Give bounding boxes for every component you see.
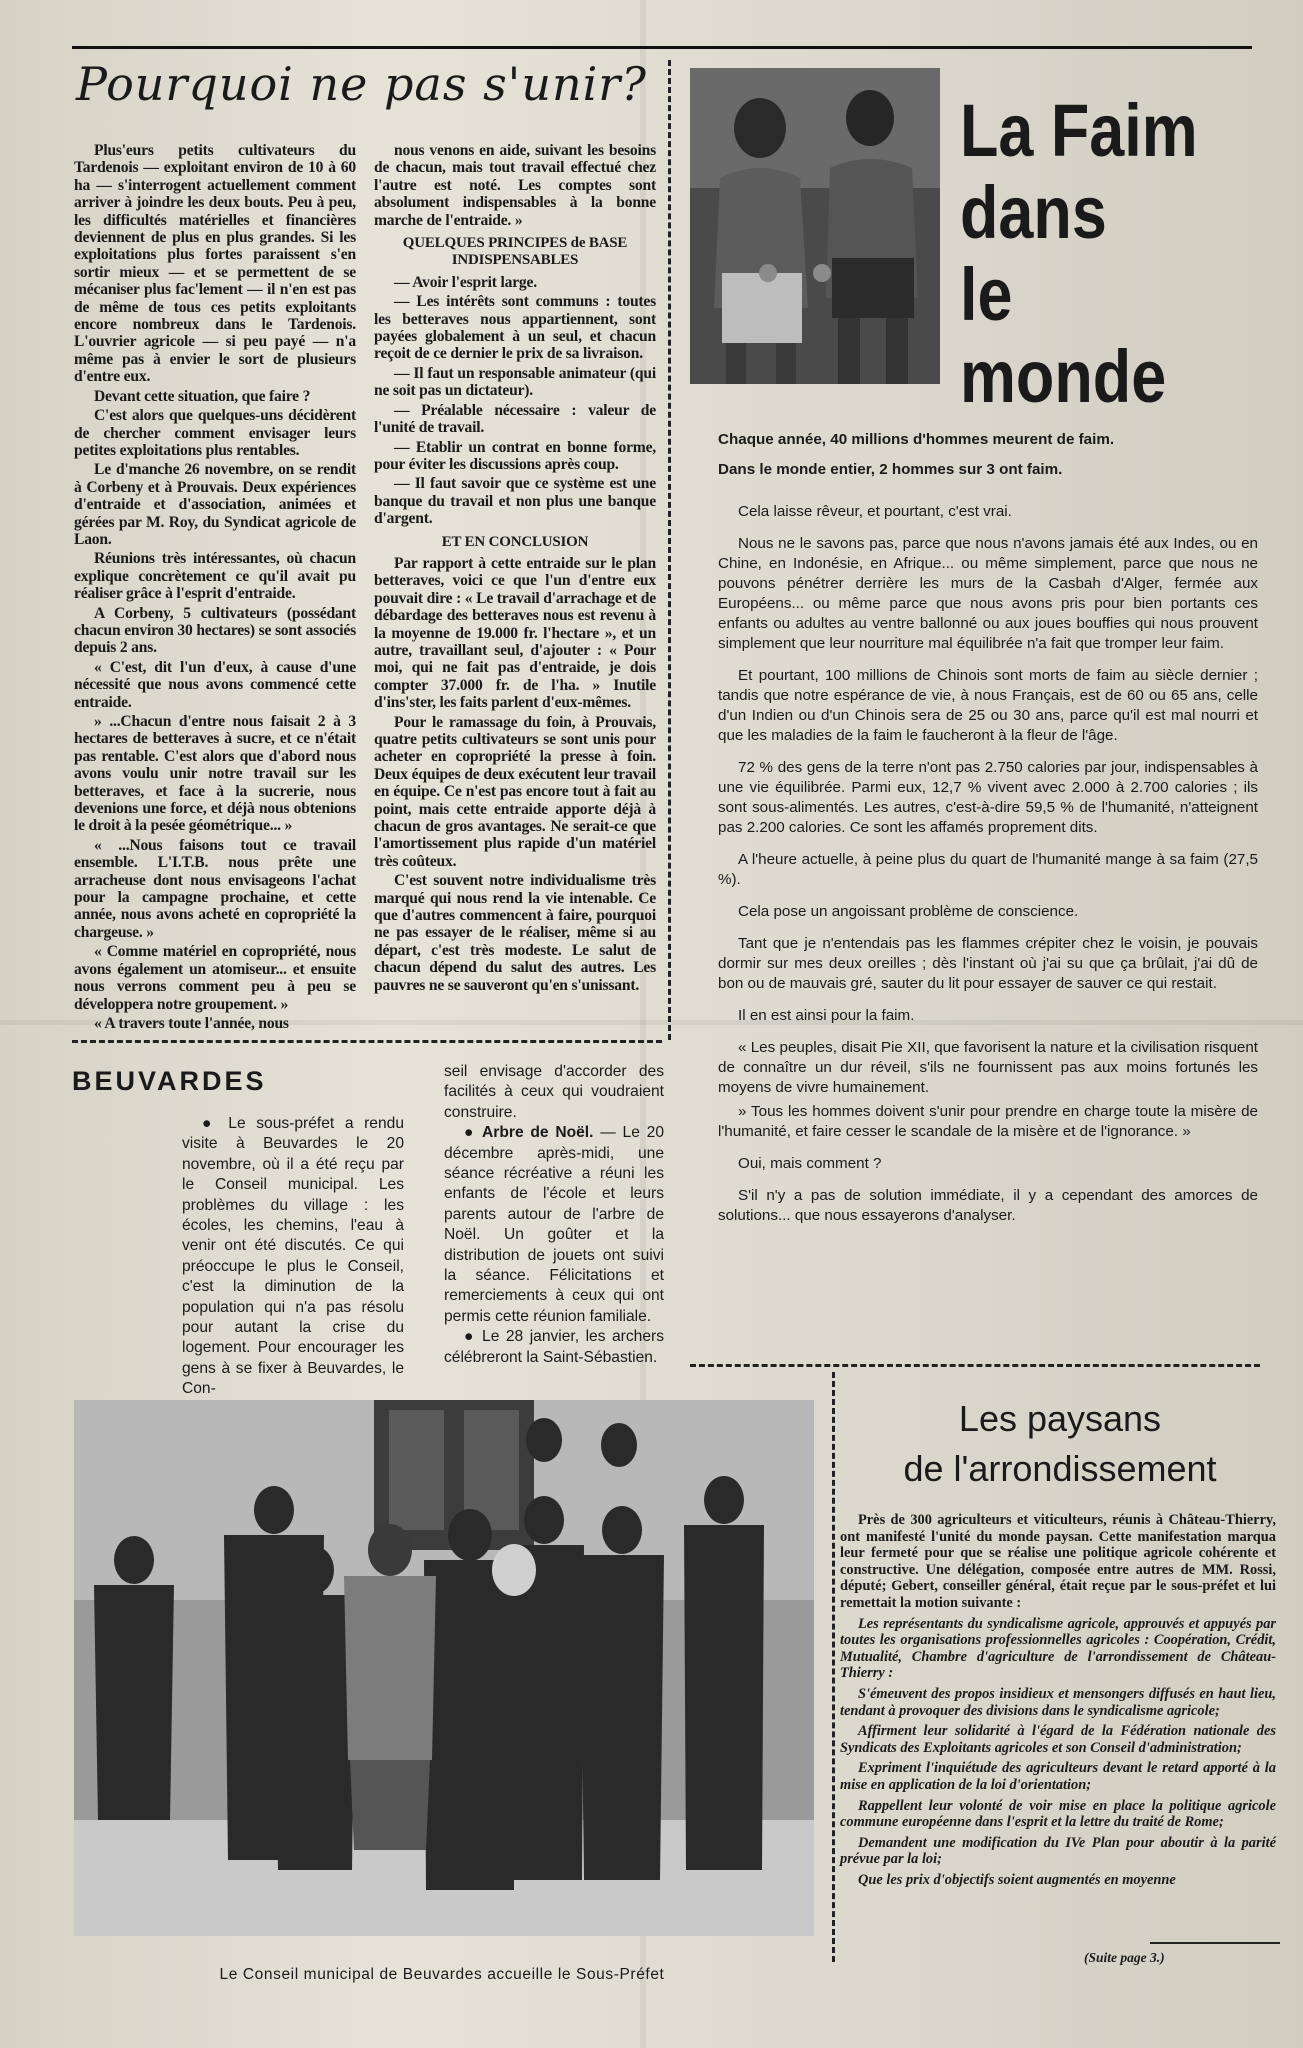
paragraph: C'est souvent notre individualisme très marqué qui nous rend la vie intenable. Ce que d'autres commencent à faire, pourquoi ne pas essayer de le réaliser, même si au départ, c'est très modeste. Le salut de chacun dépend du salut des autres. Les pauvres ne se sauveront qu'en s'unissant. xyxy=(374,872,656,994)
column-divider xyxy=(668,60,671,1040)
principle-item: — Il faut un responsable animateur (qui ne soit pas un dictateur). xyxy=(374,364,656,400)
paragraph xyxy=(444,1123,664,1327)
paragraph: Il en est ainsi pour la faim. xyxy=(738,1007,915,1024)
paragraph: S'il n'y a pas de solution immédiate, il y a cependant des amorces de solutions... que nous essayerons d'analyser. xyxy=(718,1187,1258,1224)
paragraph: Réunions très intéressantes, où chacun explique concrètement ce qu'il avait pu réaliser grâce à l'esprit d'entraide. xyxy=(74,550,356,603)
paragraph: Plus'eurs petits cultivateurs du Tardenois — exploitant environ de 10 à 60 ha — s'interrogent actuellement comment arriver à joindre les deux bouts. Peu à peu, les difficultés matérielles et financières deviennent de plus en plus grandes. Si les exploitations plus fortes paraissent s'en sortir mieux — et se permettent de se mécaniser plus fac'lement — il n'en est pas de même de tous ces petits exploitants encore nombreux dans le Tardenois. L'ouvrier agricole — si peu payé — n'a même pas à envier le sort de plusieurs d'entre eux. xyxy=(74,142,356,386)
photo-conseil-municipal xyxy=(74,1400,814,1936)
paragraph: Près de 300 agriculteurs et viticulteurs, réunis à Château-Thierry, ont manifesté l'unité du monde paysan. Cette manifestation marqua leur fermeté pour que se réalise une politique agricole cohérente et constructive. Une délégation, composée entre autres de MM. Rossi, député; Gebert, conseiller général, était reçue par le sous-préfet et lui remettait la motion suivante : xyxy=(840,1512,1276,1611)
article-title-pourquoi: Pourquoi ne pas s'unir? xyxy=(76,57,647,111)
motion-item: Que les prix d'objectifs soient augmentés en moyenne xyxy=(858,1871,1176,1888)
paragraph: Par rapport à cette entraide sur le plan betteraves, voici ce que l'un d'entre eux pouvait dire : « Le travail d'arrachage et de débardage des betteraves nous est revenu à la moyenne de 19.000 fr. l'hectare », et un autre, travaillant seul, d'ajouter : « Pour moi, qui ne fait pas d'entraide, je dois compter 37.000 fr. de l'ha. » Inutile d'ins'ster, les faits parlent d'eux-mêmes. xyxy=(374,554,656,712)
article-pourquoi-column-1 xyxy=(74,142,356,1034)
motion-item: Les représentants du syndicalisme agricole, approuvés et appuyés par toutes les organisations professionnelles agricoles : Coopération, Crédit, Mutualité, Chambre d'agriculture de l'arrondissement de Château-Thierry : xyxy=(840,1615,1276,1682)
paragraph: A l'heure actuelle, à peine plus du quart de l'humanité mange à sa faim (27,5 %). xyxy=(718,851,1258,888)
principle-item: — Les intérêts sont communs : toutes les betteraves nous appartiennent, sont payées globalement à un seul, et chacun reçoit de ce dernier le prix de sa livraison. xyxy=(374,293,656,363)
photo-hungry-children xyxy=(690,68,940,384)
paragraph: » ...Chacun d'entre nous faisait 2 à 3 hectares de betteraves à sucre, et ce n'était pas rentable. C'est alors que d'abord nous avons voulu unir notre travail sur les betteraves, et face à la sucrerie, nous devenions une force, et déjà nous obtenions le droit à la pesée géométrique... » xyxy=(74,713,356,835)
motion-item: S'émeuvent des propos insidieux et mensongers diffusés en haut lieu, tendant à provoquer des divisions dans le syndicalisme agricole; xyxy=(840,1685,1276,1719)
top-rule xyxy=(72,46,1252,49)
paragraph: « ...Nous faisons tout ce travail ensemble. L'I.T.B. nous prête une arracheuse dont nous envisageons l'achat pour la campagne prochaine, et cette année, nous avons acheté en copropriété la chargeuse. » xyxy=(74,836,356,941)
title-line: La Faim xyxy=(960,89,1198,172)
paragraph: Cela pose un angoissant problème de conscience. xyxy=(738,903,1079,920)
article-paysans-body xyxy=(840,1512,1276,1892)
paragraph: Cela laisse rêveur, et pourtant, c'est vrai. xyxy=(738,503,1012,520)
motion-item: Demandent une modification du IVe Plan pour aboutir à la parité prévue par la loi; xyxy=(840,1834,1276,1868)
paragraph: ● Le sous-préfet a rendu visite à Beuvardes le 20 novembre, où il a été reçu par le Conseil municipal. Les problèmes du village : les écoles, les chemins, l'eau à venir ont été discutés. Ce qui préoccupe le plus le Conseil, c'est la diminution de la population qui n'a pas résolu pour autant la crise du logement. Pour encourager les gens à se fixer à Beuvardes, le Con- xyxy=(182,1115,404,1398)
end-rule xyxy=(1150,1942,1280,1944)
title-line: le monde xyxy=(960,253,1167,418)
paragraph: C'est alors que quelques-uns décidèrent de chercher comment envisager leurs petites exploitations plus rentables. xyxy=(74,407,356,459)
article-pourquoi-column-2 xyxy=(374,142,656,996)
paragraph: « A travers toute l'année, nous xyxy=(94,1014,289,1032)
subheading: ET EN CONCLUSION xyxy=(441,533,589,550)
subheading: QUELQUES PRINCIPES de BASE INDISPENSABLES xyxy=(402,235,628,269)
paragraph: Nous ne le savons pas, parce que nous n'avons jamais été aux Indes, ou en Chine, en Indonésie, en Afrique... ou même simplement, parce que nous ne pouvons pénétrer derrière les murs de la Casbah d'Alger, fermée aux Européens... ou même parce que nous avons pris pour bien portants ces enfants ou adultes au ventre ballonné ou aux joues bouffies qui nous prouvent simplement que leur nourriture mal équilibrée n'a fait que tromper leur faim. xyxy=(718,535,1258,652)
paragraph: « Comme matériel en copropriété, nous avons également un atomiseur... et ensuite nous verrons comment peu à peu se développera notre groupement. » xyxy=(74,943,356,1013)
paragraph: » Tous les hommes doivent s'unir pour prendre en charge toute la misère de l'humanité, et faire cesser le scandale de la misère et de l'ignorance. » xyxy=(718,1103,1258,1140)
paragraph: Oui, mais comment ? xyxy=(738,1155,882,1172)
column-divider xyxy=(832,1372,835,1962)
article-beuvardes-column-2 xyxy=(444,1062,664,1368)
title-line: dans xyxy=(960,171,1107,254)
title-line: de l'arrondissement xyxy=(903,1448,1217,1489)
motion-item: Expriment l'inquiétude des agriculteurs devant le retard apporté à la mise en application de la loi d'orientation; xyxy=(840,1760,1276,1793)
paragraph-text: — Le 20 décembre après-midi, une séance récréative a réuni les enfants de l'école et leurs parents autour de l'arbre de Noël. Un goûter et la distribution de jouets ont suivi la séance. Félicitations et remerciements à ceux qui ont permis cette réunion familiale. xyxy=(444,1124,664,1325)
paragraph: Pour le ramassage du foin, à Prouvais, quatre petits cultivateurs se sont unis pour acheter en copropriété la presse à foin. Deux équipes de deux exécutent leur travail en équipe. Ce n'est pas encore tout à fait au point, mais cette entraide apporte déjà à chacun de gros avantages. Ne serait-ce que l'amortissement plus rapide d'un matériel très coûteux. xyxy=(374,713,656,870)
principle-item: — Il faut savoir que ce système est une banque du travail et non plus une banque d'argent. xyxy=(374,475,656,528)
title-line: Les paysans xyxy=(958,1398,1162,1439)
paragraph: 72 % des gens de la terre n'ont pas 2.750 calories par jour, indispensables à une vie équilibrée. Parmi eux, 12,7 % vivent avec 2.000 à 2.700 calories ; ils sont sous-alimentés. Les autres, c'est-à-dire 59,5 % de l'humanité, n'atteignent pas 2.200 calories. Ce sont les affamés proprement dits. xyxy=(718,759,1258,836)
paragraph: ● Le 28 janvier, les archers célébreront la Saint-Sébastien. xyxy=(444,1328,664,1366)
paragraph: Devant cette situation, que faire ? xyxy=(94,387,311,405)
lead-line: Chaque année, 40 millions d'hommes meurent de faim. xyxy=(718,431,1115,448)
lead-line: Dans le monde entier, 2 hommes sur 3 ont faim. xyxy=(718,461,1063,478)
article-la-faim-body xyxy=(718,430,1258,1238)
paragraph: seil envisage d'accorder des facilités à ceux qui voudraient construire. xyxy=(444,1063,664,1121)
paragraph: Et pourtant, 100 millions de Chinois sont morts de faim au siècle dernier ; tandis que notre espérance de vie, à nous Français, est de 60 ou 65 ans, celle d'un Indien ou d'un Chinois sera de 25 ou 30 ans, parce qu'il est mal nourri et que les maladies de la faim le faucheront à la fleur de l'âge. xyxy=(718,667,1258,744)
article-title-beuvardes: BEUVARDES xyxy=(72,1066,267,1096)
article-title-la-faim xyxy=(960,90,1215,418)
paragraph: A Corbeny, 5 cultivateurs (possédant chacun environ 30 hectares) se sont associés depuis 2 ans. xyxy=(74,604,356,657)
motion-item: Affirment leur solidarité à l'égard de la Fédération nationale des Syndicats des Exploitants agricoles et son Conseil d'administration; xyxy=(840,1723,1276,1756)
paragraph: Le d'manche 26 novembre, on se rendit à Corbeny et à Prouvais. Deux expériences d'entraide et d'association, animées et gérées par M. Roy, du Syndicat agricole de Laon. xyxy=(74,461,356,548)
paragraph: nous venons en aide, suivant les besoins de chacun, mais tout travail effectué chez l'autre est noté. Les comptes sont absolument indispensables à la bonne marche de l'entraide. » xyxy=(374,142,656,229)
principle-item: — Préalable nécessaire : valeur de l'unité de travail. xyxy=(374,401,656,437)
section-divider xyxy=(72,1040,662,1043)
continued-note: (Suite page 3.) xyxy=(1084,1950,1165,1965)
article-title-paysans xyxy=(840,1394,1280,1494)
paragraph: Tant que je n'entendais pas les flammes crépiter chez le voisin, je pouvais dormir sur mes deux oreilles ; dès l'instant où j'ai su que ça brûlait, j'ai dû de bon ou de mauvais gré, sauter du lit pour essayer de sauver ce qui restait. xyxy=(718,935,1258,992)
paragraph: « Les peuples, disait Pie XII, que favorisent la nature et la civilisation risquent de connaître un dur réveil, s'ils ne fournissent pas aux moins fortunés les moyens de vivre humainement. xyxy=(718,1039,1258,1096)
principle-item: — Avoir l'esprit large. xyxy=(394,273,537,291)
paragraph: « C'est, dit l'un d'eux, à cause d'une nécessité que nous avons commencé cette entraide. xyxy=(74,658,356,711)
photo-caption: Le Conseil municipal de Beuvardes accueille le Sous-Préfet xyxy=(219,1966,665,1983)
inline-heading-arbre-de-noel: ● Arbre de Noël. xyxy=(464,1124,594,1142)
principle-item: — Etablir un contrat en bonne forme, pour éviter les discussions après coup. xyxy=(374,438,656,473)
section-divider xyxy=(690,1364,1260,1367)
article-beuvardes-column-1 xyxy=(182,1114,404,1400)
motion-item: Rappellent leur volonté de voir mise en place la politique agricole commune européenne dans l'esprit et la lettre du traité de Rome; xyxy=(840,1797,1276,1831)
